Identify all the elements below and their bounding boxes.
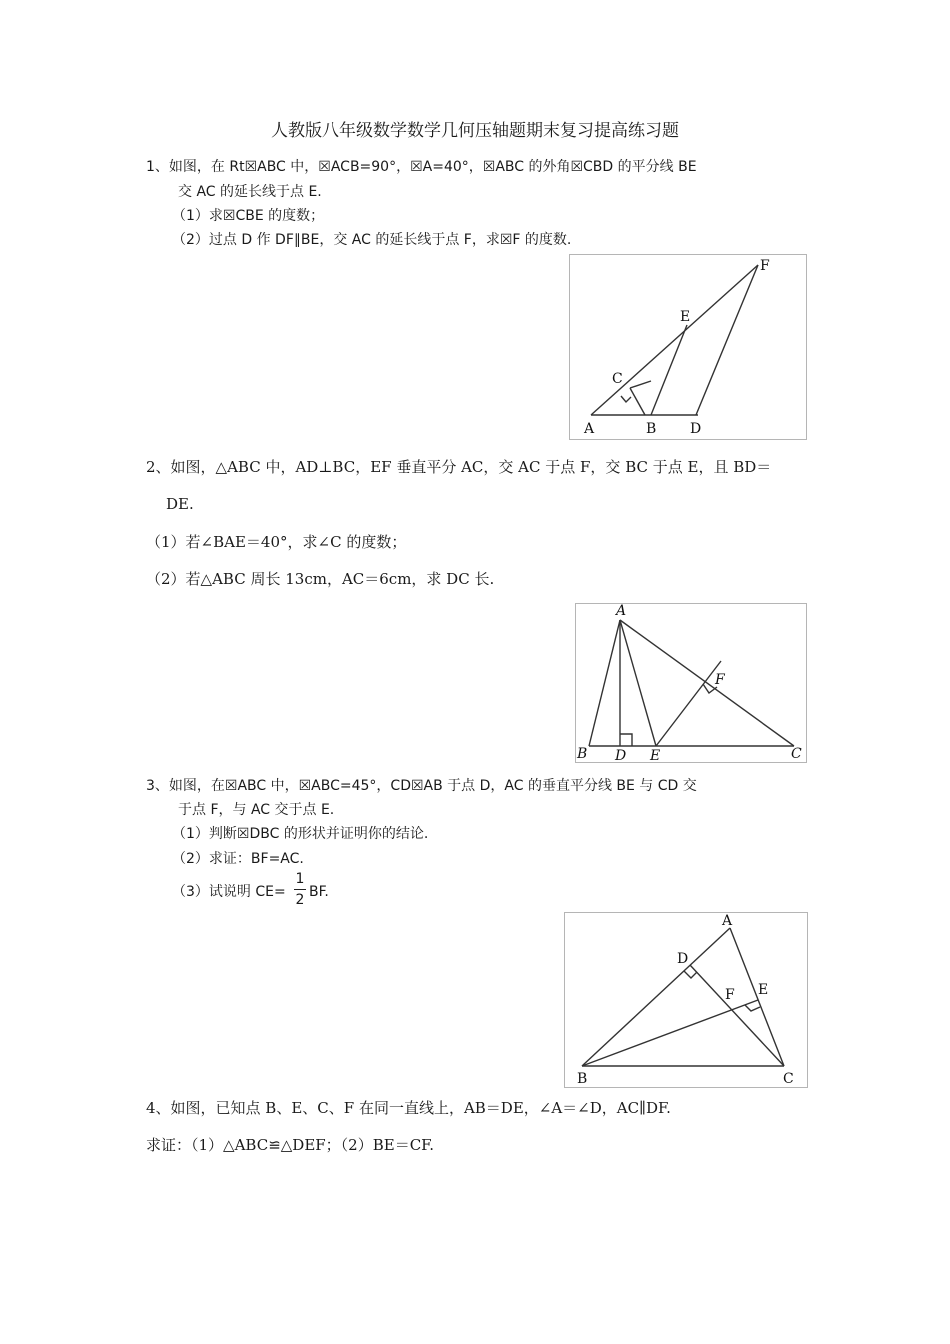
q2-stem-line2: DE. [166,495,194,513]
q1-label-b: B [646,421,657,437]
q1-line-af [591,265,758,415]
q1-label-a: A [584,421,595,437]
q1-line-be [651,325,687,415]
q2-part1: （1）若∠BAE＝40°，求∠C 的度数； [146,533,407,551]
q1-figure [569,254,807,440]
q3-line-be [582,1000,758,1066]
q3-part3-prefix: （3）试说明 CE= [172,884,286,900]
q3-line-ab [582,928,730,1066]
q3-part1: （1）判断☒DBC 的形状并证明你的结论. [172,826,429,842]
q1-line-cb [630,381,651,388]
q3-part2: （2）求证：BF=AC. [172,851,304,867]
q2-label-a: A [616,604,627,619]
q3-line-ac [730,928,784,1066]
q2-line-ae [620,620,656,746]
q3-label-d: D [677,951,689,967]
q1-right-angle-mark [621,396,631,402]
q2-label-e: E [650,748,661,762]
q1-line-df [696,265,758,415]
q1-part1: （1）求☒CBE 的度数； [172,208,325,224]
q1-label-d: D [690,421,702,437]
q3-right-angle-mark-d [684,971,697,978]
q3-figure [564,912,808,1088]
q2-line-ef [656,661,721,746]
q1-stem-line1: 1、如图，在 Rt☒ABC 中，☒ACB=90°，☒A=40°，☒ABC 的外角☒CBD 的平分线 BE [146,159,697,175]
q3-fraction-numerator: 1 [295,871,305,887]
q2-right-angle-mark-d [620,734,632,746]
q2-label-f: F [715,672,725,688]
q3-label-a: A [722,913,733,929]
q4-stem-line1: 4、如图，已知点 B、E、C、F 在同一直线上，AB＝DE，∠A＝∠D，AC∥DF. [146,1099,671,1117]
q2-figure [575,603,807,763]
q3-label-c: C [783,1071,794,1087]
q2-line-ac [620,620,794,746]
q3-part3-suffix: BF. [309,884,329,900]
q3-stem-line2: 于点 F，与 AC 交于点 E. [178,802,335,818]
q3-right-angle-mark-e [745,1005,760,1011]
page-title: 人教版八年级数学数学几何压轴题期末复习提高练习题 [271,121,679,141]
q1-label-e: E [680,309,691,325]
q3-fraction-denominator: 2 [295,892,305,908]
q3-label-e: E [758,982,769,998]
q2-part2: （2）若△ABC 周长 13cm，AC＝6cm，求 DC 长. [146,570,495,588]
q3-line-cd [690,965,784,1066]
q1-label-c: C [612,371,623,387]
q3-stem-line1: 3、如图，在☒ABC 中，☒ABC=45°，CD☒AB 于点 D，AC 的垂直平分线 BE 与 CD 交 [146,778,697,794]
q1-part2: （2）过点 D 作 DF∥BE，交 AC 的延长线于点 F，求☒F 的度数. [172,232,572,248]
q2-line-ab [589,620,620,746]
q3-label-f: F [725,987,735,1003]
q2-stem-line1: 2、如图，△ABC 中，AD⊥BC，EF 垂直平分 AC，交 AC 于点 F，交 BC 于点 E，且 BD＝ [146,458,772,476]
q1-stem-line2: 交 AC 的延长线于点 E. [178,184,322,200]
q2-label-c: C [791,746,802,762]
q3-fraction-bar [294,889,306,890]
q4-stem-line2: 求证：（1）△ABC≌△DEF；（2）BE＝CF. [146,1136,435,1154]
q3-label-b: B [577,1071,588,1087]
q2-label-b: B [577,746,588,762]
q1-label-f: F [760,258,770,274]
q2-label-d: D [615,748,627,762]
